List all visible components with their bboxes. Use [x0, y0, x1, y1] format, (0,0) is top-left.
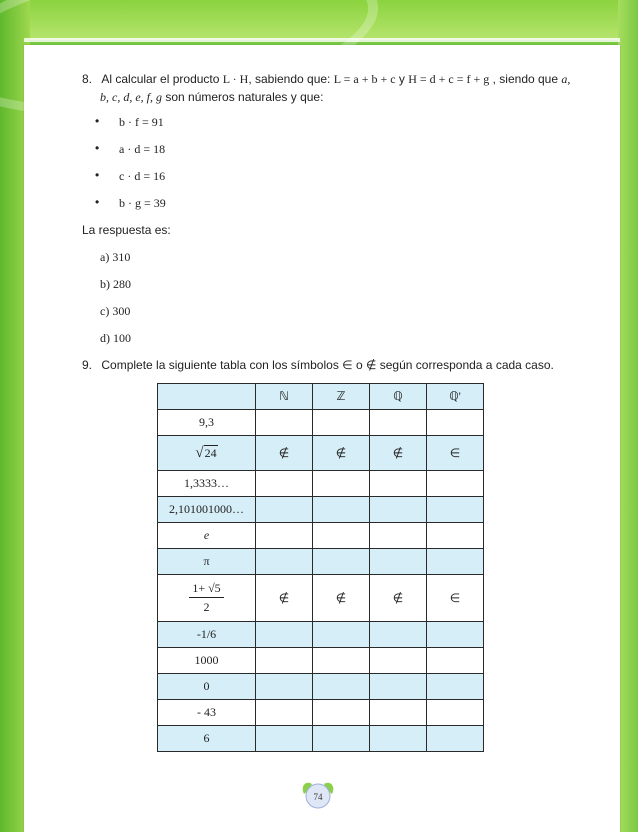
table-header-row: [158, 384, 484, 410]
cell-z[interactable]: [313, 674, 370, 700]
cell-q[interactable]: ∉: [370, 575, 427, 622]
cell-q[interactable]: [370, 726, 427, 752]
question-8: [82, 71, 592, 88]
cell-qprime[interactable]: [427, 497, 484, 523]
cell-q[interactable]: ∉: [370, 436, 427, 471]
condition-text: b · f = 91: [119, 115, 164, 129]
row-label: -1/6: [158, 622, 256, 648]
product-expression: L · H: [222, 72, 249, 86]
header-integers: ℤ: [313, 384, 370, 410]
row-label: [158, 523, 256, 549]
cell-qprime[interactable]: [427, 674, 484, 700]
row-label: 9,3: [158, 410, 256, 436]
table-row: [158, 549, 484, 575]
euler-constant: e: [203, 528, 210, 542]
cell-n[interactable]: [256, 471, 313, 497]
cell-qprime[interactable]: [427, 523, 484, 549]
sets-table: [157, 383, 484, 752]
cell-n[interactable]: ∉: [256, 436, 313, 471]
cell-z[interactable]: [313, 726, 370, 752]
option-a: a) 310: [100, 250, 131, 264]
header-rationals: ℚ: [370, 384, 427, 410]
row-label: 6: [158, 726, 256, 752]
header-irrationals: ℚ': [427, 384, 484, 410]
row-label: 0: [158, 674, 256, 700]
cell-z[interactable]: [313, 523, 370, 549]
answer-intro: La respuesta es:: [82, 223, 171, 237]
table-row: [158, 523, 484, 549]
cell-z[interactable]: ∉: [313, 436, 370, 471]
cell-q[interactable]: [370, 523, 427, 549]
cell-qprime[interactable]: [427, 549, 484, 575]
cell-z[interactable]: ∉: [313, 575, 370, 622]
fraction-denominator: 2: [203, 600, 210, 614]
row-label: 1000: [158, 648, 256, 674]
cell-z[interactable]: [313, 410, 370, 436]
header-empty: [158, 384, 256, 410]
row-label: 1,3333…: [158, 471, 256, 497]
cell-n[interactable]: [256, 523, 313, 549]
cell-n[interactable]: ∉: [256, 575, 313, 622]
L-definition: L = a + b + c: [333, 72, 396, 86]
question-number: 8.: [82, 72, 93, 86]
row-label: π: [158, 549, 256, 575]
cell-q[interactable]: [370, 410, 427, 436]
question-9: [82, 357, 592, 374]
cell-n[interactable]: [256, 700, 313, 726]
table-row: [158, 436, 484, 471]
frame-highlight-line: [24, 38, 620, 42]
table-row: [158, 410, 484, 436]
cell-z[interactable]: [313, 622, 370, 648]
H-definition: H = d + c = f + g: [408, 72, 490, 86]
condition-text: a · d = 18: [119, 142, 166, 156]
cell-n[interactable]: [256, 622, 313, 648]
cell-q[interactable]: [370, 674, 427, 700]
question-number: 9.: [82, 358, 93, 372]
page-frame-right: [618, 0, 638, 832]
cell-qprime[interactable]: ∈: [427, 575, 484, 622]
fraction: [189, 581, 223, 615]
condition-text: c · d = 16: [119, 169, 166, 183]
question-text: , siendo que: [489, 72, 562, 86]
cell-qprime[interactable]: [427, 622, 484, 648]
variable-list: b, c, d, e, f, g: [100, 90, 162, 104]
cell-q[interactable]: [370, 549, 427, 575]
table-row: [158, 497, 484, 523]
cell-q[interactable]: [370, 497, 427, 523]
variable-list: a,: [561, 72, 571, 86]
cell-q[interactable]: [370, 700, 427, 726]
sqrt-symbol: √24: [195, 444, 217, 461]
table-row: [158, 700, 484, 726]
page-number: 74: [313, 792, 323, 802]
cell-n[interactable]: [256, 410, 313, 436]
cell-n[interactable]: [256, 497, 313, 523]
row-label: [158, 575, 256, 622]
table-row: [158, 471, 484, 497]
table-row: [158, 575, 484, 622]
cell-z[interactable]: [313, 549, 370, 575]
question-text: Al calcular el producto: [101, 72, 223, 86]
header-naturals: ℕ: [256, 384, 313, 410]
radicand: 24: [204, 445, 217, 460]
cell-qprime[interactable]: [427, 471, 484, 497]
cell-q[interactable]: [370, 622, 427, 648]
cell-q[interactable]: [370, 648, 427, 674]
cell-n[interactable]: [256, 648, 313, 674]
cell-n[interactable]: [256, 726, 313, 752]
cell-qprime[interactable]: [427, 726, 484, 752]
option-b: b) 280: [100, 277, 131, 291]
row-label: - 43: [158, 700, 256, 726]
question-text: son números naturales y que:: [162, 90, 324, 104]
row-label: [158, 436, 256, 471]
cell-z[interactable]: [313, 497, 370, 523]
cell-qprime[interactable]: ∈: [427, 436, 484, 471]
cell-qprime[interactable]: [427, 410, 484, 436]
fraction-numerator: 1+ √5: [189, 581, 223, 598]
question-text: y: [395, 72, 409, 86]
cell-z[interactable]: [313, 471, 370, 497]
table-row: [158, 622, 484, 648]
table-row: [158, 674, 484, 700]
page-number-badge: [298, 774, 338, 814]
question-text: Complete la siguiente tabla con los símbolos ∈ o ∉ según corresponda a cada caso.: [101, 358, 554, 372]
question-text: , sabiendo que:: [248, 72, 334, 86]
table-row: [158, 726, 484, 752]
table-row: [158, 648, 484, 674]
cell-qprime[interactable]: [427, 700, 484, 726]
cell-n[interactable]: [256, 674, 313, 700]
cell-q[interactable]: [370, 471, 427, 497]
option-c: c) 300: [100, 304, 131, 318]
cell-z[interactable]: [313, 700, 370, 726]
row-label: 2,101001000…: [158, 497, 256, 523]
cell-n[interactable]: [256, 549, 313, 575]
cell-qprime[interactable]: [427, 648, 484, 674]
cell-z[interactable]: [313, 648, 370, 674]
question-8-line2: [100, 89, 323, 106]
option-d: d) 100: [100, 331, 131, 345]
condition-text: b · g = 39: [119, 196, 166, 210]
